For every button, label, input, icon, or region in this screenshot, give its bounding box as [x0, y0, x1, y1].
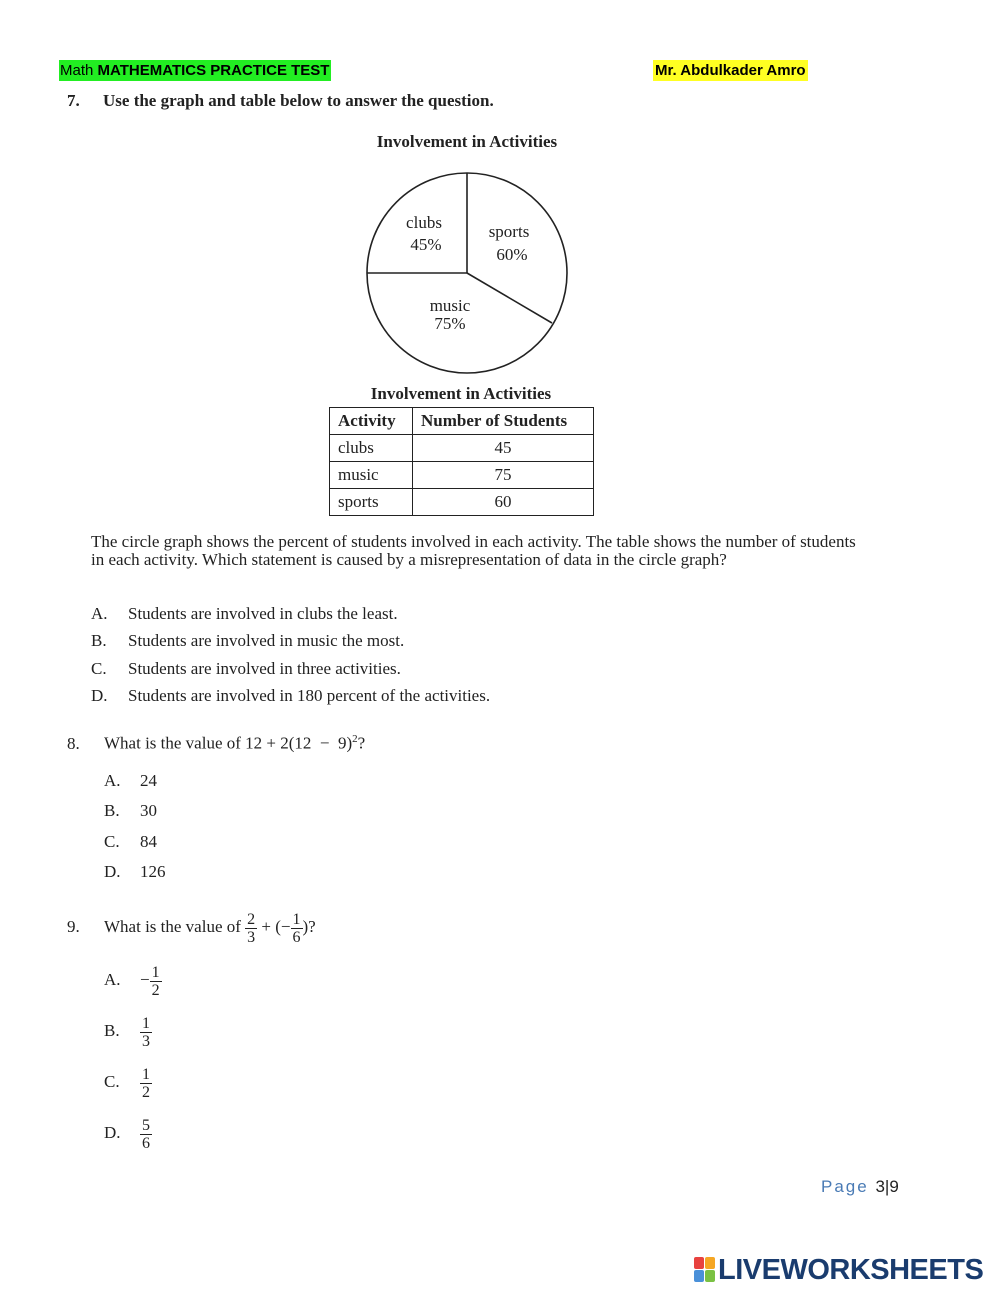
option-text: 84 — [140, 832, 157, 851]
page-number — [821, 1177, 899, 1197]
fraction-denominator: 3 — [142, 1032, 150, 1050]
option-text: Students are involved in three activities. — [128, 659, 401, 678]
q9-prompt-line — [67, 907, 316, 947]
fraction-denominator: 2 — [151, 981, 160, 999]
option-text: Students are involved in music the most. — [128, 631, 405, 650]
q9-option-b[interactable] — [104, 1011, 152, 1051]
logo-text: LIVEWORKSHEETS — [718, 1253, 984, 1286]
pie-chart — [360, 168, 575, 383]
option-letter: C. — [91, 659, 107, 678]
q7-option-d[interactable] — [91, 686, 490, 706]
option-letter: B. — [91, 631, 107, 650]
q9-fraction-2 — [291, 911, 303, 946]
q7-option-c[interactable] — [91, 659, 401, 679]
fraction-denominator: 6 — [292, 928, 301, 946]
option-letter: A. — [104, 970, 121, 989]
option-text: Students are involved in 180 percent of the activities. — [128, 686, 491, 705]
table-header-students: Number of Students — [413, 408, 594, 435]
q8-option-d[interactable] — [104, 862, 166, 882]
option-letter: D. — [91, 686, 108, 705]
option-letter: C. — [104, 832, 120, 851]
table-row — [330, 489, 594, 516]
header-subject-title — [59, 60, 331, 81]
q8-prompt-end: ? — [357, 733, 366, 753]
q9-operator: + (− — [261, 917, 291, 936]
fraction-numerator: 1 — [142, 1065, 150, 1083]
fraction-numerator: 1 — [151, 963, 160, 981]
page-total: 9 — [889, 1177, 899, 1196]
option-fraction — [150, 964, 162, 999]
option-letter: D. — [104, 862, 121, 881]
q7-option-a[interactable] — [91, 604, 398, 624]
fraction-denominator: 6 — [142, 1134, 150, 1152]
q9-option-d[interactable] — [104, 1113, 152, 1153]
q8-option-b[interactable] — [104, 801, 157, 821]
page-separator: | — [884, 1177, 890, 1196]
q9-prompt: What is the value of — [104, 917, 241, 936]
activity-table — [329, 407, 594, 516]
q8-exponent: 2 — [352, 733, 358, 745]
table-cell-activity: clubs — [330, 435, 413, 462]
fraction-numerator: 2 — [247, 910, 256, 928]
option-letter: B. — [104, 1021, 120, 1040]
q9-prompt-end: )? — [302, 917, 316, 936]
option-text: 24 — [140, 771, 157, 790]
table-cell-count: 45 — [413, 435, 594, 462]
pie-slice-label-clubs: clubs — [406, 213, 442, 232]
q9-option-a[interactable] — [104, 960, 162, 1000]
q7-option-b[interactable] — [91, 631, 404, 651]
q8-prompt-line — [67, 733, 365, 754]
table-row — [330, 462, 594, 489]
q7-prompt: Use the graph and table below to answer the question. — [103, 91, 494, 110]
pie-slice-label-music: music — [429, 296, 471, 315]
pie-slice-label-sports: sports — [488, 222, 530, 241]
pie-chart-title: Involvement in Activities — [376, 132, 558, 151]
table-cell-count: 60 — [413, 489, 594, 516]
option-fraction — [140, 1015, 152, 1050]
fraction-numerator: 5 — [142, 1116, 150, 1134]
option-text: 126 — [140, 862, 166, 881]
q8-option-c[interactable] — [104, 832, 157, 852]
option-text: Students are involved in clubs the least. — [128, 604, 398, 623]
q9-number: 9. — [67, 917, 80, 936]
option-text: 30 — [140, 801, 157, 820]
page-word: Page — [821, 1177, 869, 1196]
q9-option-c[interactable] — [104, 1062, 152, 1102]
liveworksheets-logo — [694, 1254, 983, 1286]
table-header-activity: Activity — [330, 408, 413, 435]
table-header-row — [330, 408, 594, 435]
header-test-title: MATHEMATICS PRACTICE TEST — [97, 62, 330, 79]
option-letter: C. — [104, 1072, 120, 1091]
fraction-numerator: 1 — [292, 910, 301, 928]
table-row — [330, 435, 594, 462]
table-title: Involvement in Activities — [370, 384, 552, 403]
pie-slice-value-sports: 60% — [496, 245, 528, 264]
option-letter: A. — [104, 771, 121, 790]
option-letter: B. — [104, 801, 120, 820]
q7-number: 7. — [67, 91, 80, 110]
pie-slice-value-clubs: 45% — [410, 235, 442, 254]
option-sign: − — [140, 970, 150, 989]
fraction-numerator: 1 — [142, 1014, 150, 1032]
pie-slice-value-music: 75% — [434, 314, 466, 333]
header-subject: Math — [60, 62, 94, 79]
q9-fraction-1 — [245, 911, 257, 946]
q7-prompt-line — [67, 91, 494, 111]
page-current: 3 — [875, 1177, 885, 1196]
q8-number: 8. — [67, 733, 80, 753]
option-fraction — [140, 1066, 152, 1101]
header-teacher: Mr. Abdulkader Amro — [655, 62, 806, 79]
table-cell-activity: music — [330, 462, 413, 489]
table-cell-count: 75 — [413, 462, 594, 489]
q8-prompt: What is the value of 12 + 2(12 − 9) — [104, 733, 353, 753]
logo-blocks-icon — [694, 1257, 716, 1283]
fraction-denominator: 3 — [247, 928, 256, 946]
q8-option-a[interactable] — [104, 771, 157, 791]
fraction-denominator: 2 — [142, 1083, 150, 1101]
table-cell-activity: sports — [330, 489, 413, 516]
option-letter: D. — [104, 1123, 121, 1142]
q7-body: The circle graph shows the percent of students involved in each activity. The table shows the number of students in each activity. Which statement is caused by a misrepresentation of data in the circle graph? — [91, 532, 856, 569]
option-fraction — [140, 1117, 152, 1152]
option-letter: A. — [91, 604, 108, 623]
